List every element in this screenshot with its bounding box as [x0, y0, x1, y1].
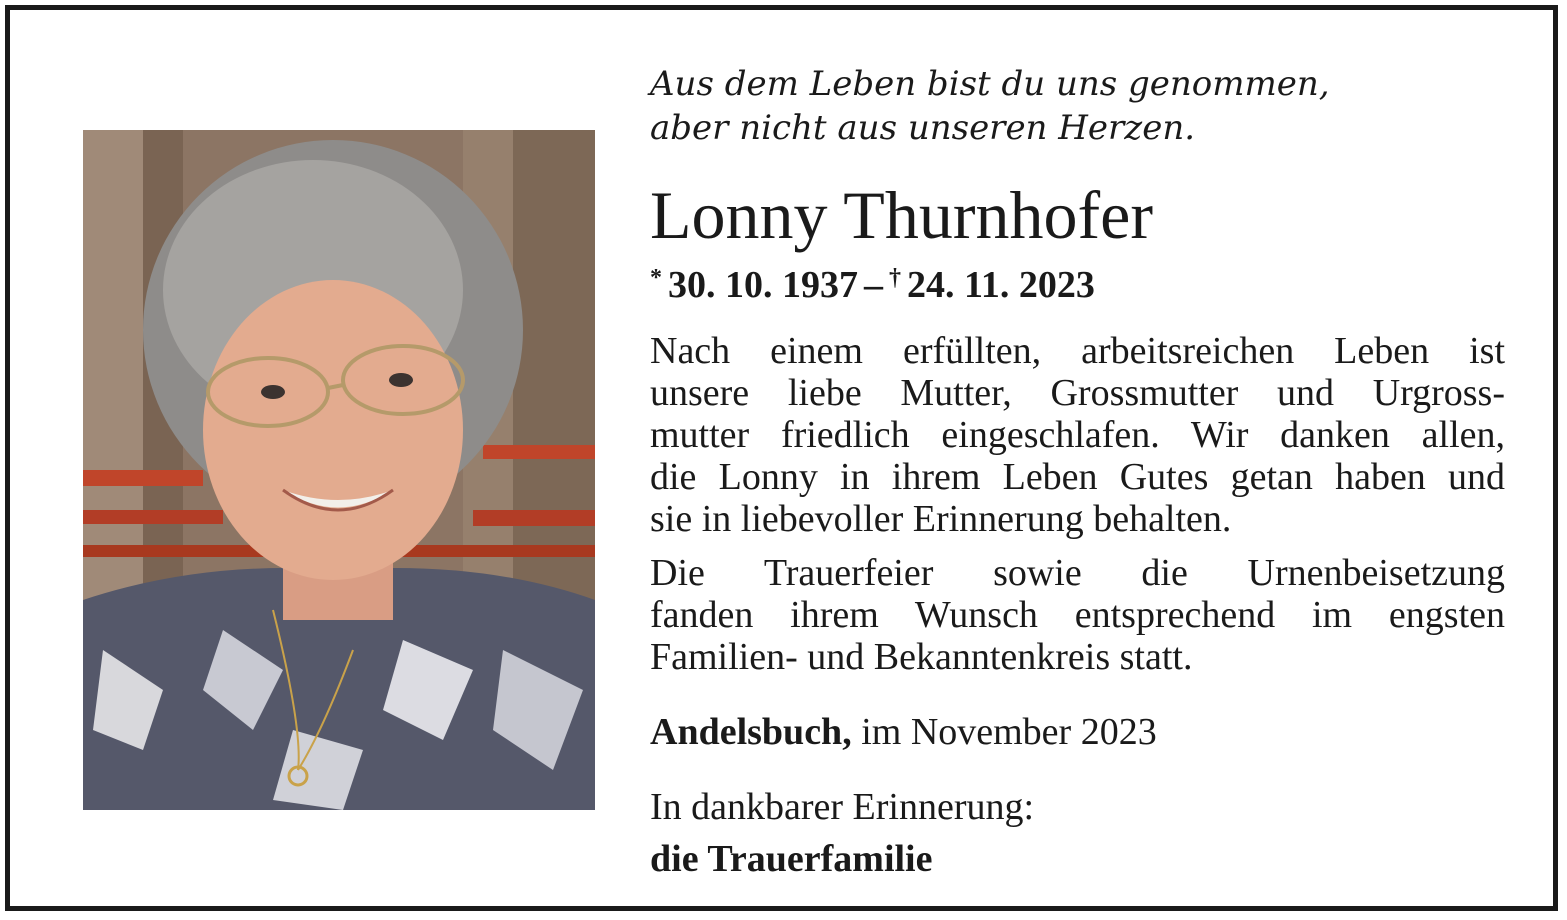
birth-symbol: * — [650, 265, 662, 291]
closing-thanks: In dankbarer Erinnerung: — [650, 786, 1035, 828]
quote-line-2: aber nicht aus unseren Herzen. — [650, 108, 1196, 148]
date-separator: – — [864, 264, 883, 306]
paragraph1-line: Nach einem erfüllten, arbeitsreichen Leben ist — [650, 330, 1505, 372]
obituary-frame — [5, 5, 1558, 911]
paragraph1-line: sie in liebevoller Erinnerung behalten. — [650, 498, 1232, 540]
life-dates — [650, 254, 1095, 309]
paragraph1-line: mutter friedlich eingeschlafen. Wir danken allen, — [650, 414, 1505, 456]
death-symbol: † — [889, 265, 901, 291]
signature-family: die Trauerfamilie — [650, 838, 933, 880]
month-year: im November 2023 — [861, 711, 1157, 753]
paragraph1-line: unsere liebe Mutter, Grossmutter und Urgross- — [650, 372, 1505, 414]
town: Andelsbuch, — [650, 711, 852, 753]
portrait-photo — [83, 130, 595, 810]
funeral-paragraph — [650, 552, 1505, 678]
paragraph2-line: Die Trauerfeier sowie die Urnenbeisetzung — [650, 552, 1505, 594]
death-date: 24. 11. 2023 — [907, 264, 1095, 306]
deceased-name: Lonny Thurnhofer — [650, 177, 1153, 253]
paragraph2-line: fanden ihrem Wunsch entsprechend im engsten — [650, 594, 1505, 636]
paragraph1-line: die Lonny in ihrem Leben Gutes getan haben und — [650, 456, 1505, 498]
birth-date: 30. 10. 1937 — [668, 264, 858, 306]
place-and-date — [650, 708, 1157, 756]
quote-line-1: Aus dem Leben bist du uns genommen, — [650, 64, 1330, 104]
memorial-quote — [650, 62, 1530, 150]
paragraph2-line: Familien- und Bekanntenkreis statt. — [650, 636, 1193, 678]
announcement-paragraph — [650, 330, 1505, 540]
